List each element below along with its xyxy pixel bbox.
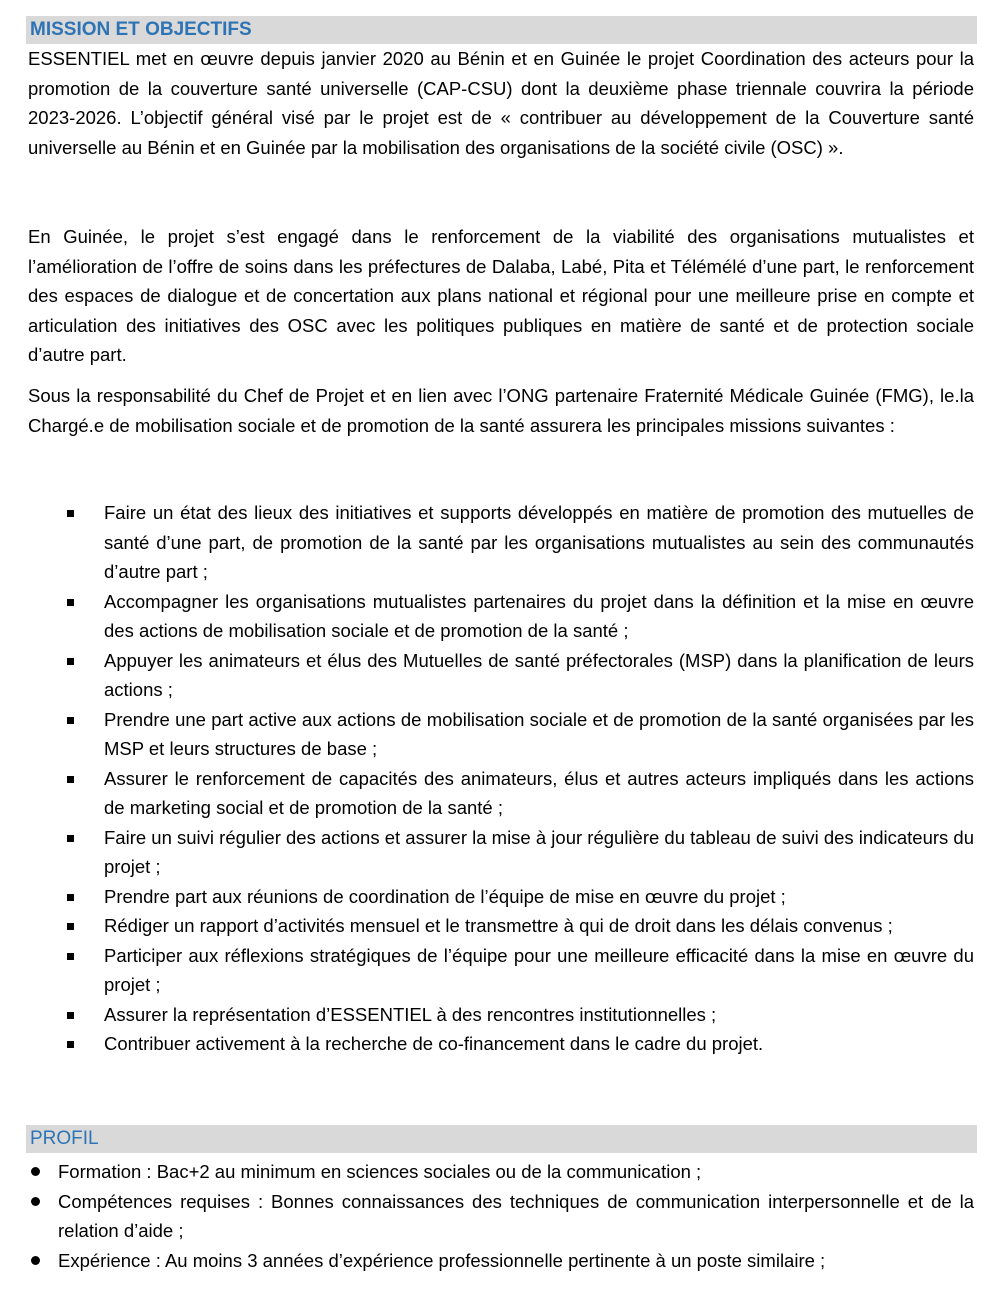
missions-list [0, 498, 997, 1059]
list-item: Rédiger un rapport d’activités mensuel et le transmettre à qui de droit dans les délais convenus ; [0, 911, 997, 941]
square-bullet-icon [67, 835, 74, 842]
list-item: Expérience : Au moins 3 années d’expérience professionnelle pertinente à un poste similaire ; [0, 1246, 997, 1276]
square-bullet-icon [67, 658, 74, 665]
square-bullet-icon [67, 717, 74, 724]
square-bullet-icon [67, 599, 74, 606]
mission-paragraph-2: En Guinée, le projet s’est engagé dans le renforcement de la viabilité des organisations mutualistes et l’amélioration de l’offre de soins dans les préfectures de Dalaba, Labé, Pita et Télémélé d’une part, le renforcement des espaces de dialogue et de concertation aux plans national et régional pour une meilleure prise en compte et articulation des initiatives des OSC avec les politiques publiques en matière de santé et de protection sociale d’autre part. [28, 226, 974, 365]
list-item: Contribuer activement à la recherche de co-financement dans le cadre du projet. [0, 1029, 997, 1059]
list-item: Participer aux réflexions stratégiques de l’équipe pour une meilleure efficacité dans la mise en œuvre du projet ; [0, 941, 997, 1000]
profil-list [0, 1157, 997, 1275]
mission-paragraph-1: ESSENTIEL met en œuvre depuis janvier 2020 au Bénin et en Guinée le projet Coordination des acteurs pour la promotion de la couverture santé universelle (CAP-CSU) dont la deuxième phase triennale couvrira la période 2023-2026. L’objectif général visé par le projet est de « contribuer au développement de la Couverture santé universelle au Bénin et en Guinée par la mobilisation des organisations de la société civile (OSC) ». [28, 48, 974, 158]
list-item: Appuyer les animateurs et élus des Mutuelles de santé préfectorales (MSP) dans la planification de leurs actions ; [0, 646, 997, 705]
square-bullet-icon [67, 510, 74, 517]
round-bullet-icon [31, 1167, 40, 1176]
round-bullet-icon [31, 1197, 40, 1206]
list-item: Accompagner les organisations mutualistes partenaires du projet dans la définition et la mise en œuvre des actions de mobilisation sociale et de promotion de la santé ; [0, 587, 997, 646]
list-item: Compétences requises : Bonnes connaissances des techniques de communication interpersonnelle et de la relation d’aide ; [0, 1187, 997, 1246]
mission-heading: MISSION ET OBJECTIFS [26, 16, 977, 44]
mission-paragraph-3: Sous la responsabilité du Chef de Projet et en lien avec l’ONG partenaire Fraternité Médicale Guinée (FMG), le.la Chargé.e de mobilisation sociale et de promotion de la santé assurera les principales missions suivantes : [28, 385, 974, 436]
square-bullet-icon [67, 923, 74, 930]
list-item: Assurer le renforcement de capacités des animateurs, élus et autres acteurs impliqués dans les actions de marketing social et de promotion de la santé ; [0, 764, 997, 823]
square-bullet-icon [67, 1041, 74, 1048]
square-bullet-icon [67, 953, 74, 960]
square-bullet-icon [67, 1012, 74, 1019]
round-bullet-icon [31, 1256, 40, 1265]
profil-heading: PROFIL [26, 1125, 977, 1153]
list-item: Faire un suivi régulier des actions et assurer la mise à jour régulière du tableau de suivi des indicateurs du projet ; [0, 823, 997, 882]
list-item: Faire un état des lieux des initiatives et supports développés en matière de promotion des mutuelles de santé d’une part, de promotion de la santé par les organisations mutualistes au sein des communautés d’autre part ; [0, 498, 997, 587]
square-bullet-icon [67, 894, 74, 901]
list-item: Prendre une part active aux actions de mobilisation sociale et de promotion de la santé organisées par les MSP et leurs structures de base ; [0, 705, 997, 764]
list-item: Formation : Bac+2 au minimum en sciences sociales ou de la communication ; [0, 1157, 997, 1187]
list-item: Prendre part aux réunions de coordination de l’équipe de mise en œuvre du projet ; [0, 882, 997, 912]
list-item: Assurer la représentation d’ESSENTIEL à des rencontres institutionnelles ; [0, 1000, 997, 1030]
square-bullet-icon [67, 776, 74, 783]
